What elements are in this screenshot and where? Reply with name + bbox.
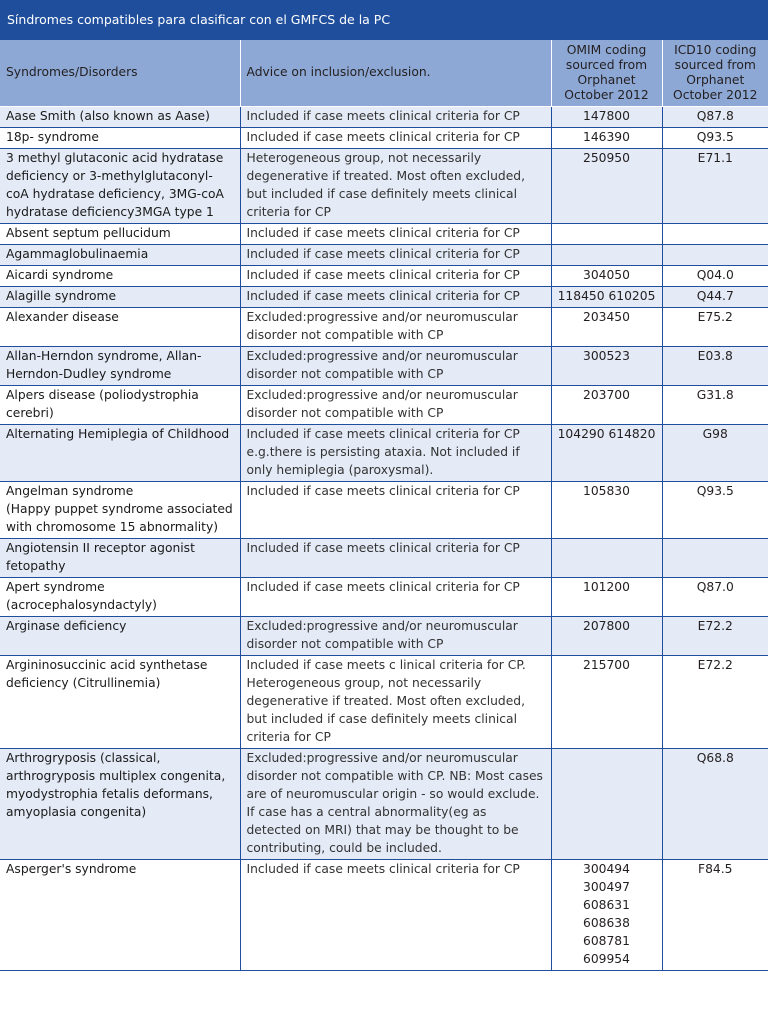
cell-advice: Excluded:progressive and/or neuromuscular disorder not compatible with CP. NB: Most cases are of neuromuscular origin - so would exclude. If case has a central abnormality(eg as detected on MRI) that may be thought to be contributing, could be included. bbox=[240, 748, 551, 859]
cell-omim bbox=[551, 748, 662, 859]
table-row bbox=[0, 127, 768, 148]
table-row bbox=[0, 307, 768, 346]
cell-icd10: F84.5 bbox=[662, 859, 768, 970]
header-omim: OMIM coding sourced from Orphanet October 2012 bbox=[551, 40, 662, 106]
cell-syndrome: Arginase deficiency bbox=[0, 616, 240, 655]
cell-advice: Included if case meets clinical criteria for CP bbox=[240, 223, 551, 244]
cell-syndrome: Apert syndrome (acrocephalosyndactyly) bbox=[0, 577, 240, 616]
table-row bbox=[0, 481, 768, 538]
cell-omim: 118450 610205 bbox=[551, 286, 662, 307]
cell-omim: 147800 bbox=[551, 106, 662, 127]
table-row bbox=[0, 655, 768, 748]
cell-syndrome: Allan-Herndon syndrome, Allan-Herndon-Dudley syndrome bbox=[0, 346, 240, 385]
cell-icd10: Q87.0 bbox=[662, 577, 768, 616]
cell-advice: Heterogeneous group, not necessarily degenerative if treated. Most often excluded, but included if case definitely meets clinical criteria for CP bbox=[240, 148, 551, 223]
cell-advice: Included if case meets clinical criteria for CP bbox=[240, 859, 551, 970]
cell-advice: Included if case meets clinical criteria for CP bbox=[240, 244, 551, 265]
cell-icd10 bbox=[662, 223, 768, 244]
cell-advice: Included if case meets clinical criteria for CP e.g.there is persisting ataxia. Not included if only hemiplegia (paroxysmal). bbox=[240, 424, 551, 481]
cell-syndrome: Aase Smith (also known as Aase) bbox=[0, 106, 240, 127]
cell-icd10: Q93.5 bbox=[662, 127, 768, 148]
cell-omim: 203700 bbox=[551, 385, 662, 424]
cell-omim: 203450 bbox=[551, 307, 662, 346]
cell-omim: 215700 bbox=[551, 655, 662, 748]
cell-omim bbox=[551, 538, 662, 577]
cell-advice: Excluded:progressive and/or neuromuscular disorder not compatible with CP bbox=[240, 346, 551, 385]
cell-advice: Included if case meets clinical criteria for CP bbox=[240, 481, 551, 538]
cell-syndrome: Arthrogryposis (classical, arthrogryposis multiplex congenita, myodystrophia fetalis deformans, amyoplasia congenita) bbox=[0, 748, 240, 859]
table-row bbox=[0, 286, 768, 307]
table-row bbox=[0, 577, 768, 616]
syndromes-table bbox=[0, 40, 768, 971]
cell-icd10: E72.2 bbox=[662, 616, 768, 655]
table-row bbox=[0, 748, 768, 859]
table-row bbox=[0, 385, 768, 424]
cell-icd10 bbox=[662, 244, 768, 265]
cell-advice: Included if case meets clinical criteria for CP bbox=[240, 106, 551, 127]
cell-icd10: E72.2 bbox=[662, 655, 768, 748]
cell-syndrome: Argininosuccinic acid synthetase deficiency (Citrullinemia) bbox=[0, 655, 240, 748]
table-row bbox=[0, 265, 768, 286]
cell-omim: 304050 bbox=[551, 265, 662, 286]
cell-syndrome: Alpers disease (poliodystrophia cerebri) bbox=[0, 385, 240, 424]
table-title: Síndromes compatibles para clasificar con el GMFCS de la PC bbox=[0, 0, 768, 40]
cell-advice: Excluded:progressive and/or neuromuscular disorder not compatible with CP bbox=[240, 616, 551, 655]
cell-syndrome: Alexander disease bbox=[0, 307, 240, 346]
cell-icd10: E75.2 bbox=[662, 307, 768, 346]
cell-advice: Included if case meets clinical criteria for CP bbox=[240, 286, 551, 307]
cell-syndrome: Aicardi syndrome bbox=[0, 265, 240, 286]
cell-icd10: Q68.8 bbox=[662, 748, 768, 859]
cell-omim: 105830 bbox=[551, 481, 662, 538]
cell-omim: 101200 bbox=[551, 577, 662, 616]
cell-icd10: Q04.0 bbox=[662, 265, 768, 286]
table-body bbox=[0, 106, 768, 970]
cell-advice: Included if case meets clinical criteria for CP bbox=[240, 127, 551, 148]
cell-advice: Excluded:progressive and/or neuromuscular disorder not compatible with CP bbox=[240, 385, 551, 424]
cell-syndrome: Asperger's syndrome bbox=[0, 859, 240, 970]
cell-advice: Included if case meets clinical criteria for CP bbox=[240, 265, 551, 286]
cell-syndrome: Angiotensin II receptor agonist fetopathy bbox=[0, 538, 240, 577]
cell-omim: 250950 bbox=[551, 148, 662, 223]
header-syndrome: Syndromes/Disorders bbox=[0, 40, 240, 106]
cell-syndrome: Angelman syndrome (Happy puppet syndrome associated with chromosome 15 abnormality) bbox=[0, 481, 240, 538]
cell-icd10: Q44.7 bbox=[662, 286, 768, 307]
cell-syndrome: Alagille syndrome bbox=[0, 286, 240, 307]
cell-icd10 bbox=[662, 538, 768, 577]
cell-advice: Included if case meets clinical criteria for CP bbox=[240, 538, 551, 577]
cell-icd10: E03.8 bbox=[662, 346, 768, 385]
table-row bbox=[0, 106, 768, 127]
cell-omim: 207800 bbox=[551, 616, 662, 655]
table-row bbox=[0, 616, 768, 655]
header-icd10: ICD10 coding sourced from Orphanet October 2012 bbox=[662, 40, 768, 106]
table-row bbox=[0, 859, 768, 970]
cell-icd10: G98 bbox=[662, 424, 768, 481]
cell-omim: 104290 614820 bbox=[551, 424, 662, 481]
header-advice: Advice on inclusion/exclusion. bbox=[240, 40, 551, 106]
cell-omim: 300523 bbox=[551, 346, 662, 385]
cell-advice: Included if case meets c linical criteria for CP. Heterogeneous group, not necessarily degenerative if treated. Most often excluded, but included if case definitely meets clinical criteria for CP bbox=[240, 655, 551, 748]
cell-icd10: E71.1 bbox=[662, 148, 768, 223]
cell-icd10: G31.8 bbox=[662, 385, 768, 424]
table-row bbox=[0, 424, 768, 481]
cell-omim bbox=[551, 244, 662, 265]
header-row bbox=[0, 40, 768, 106]
cell-icd10: Q93.5 bbox=[662, 481, 768, 538]
table-row bbox=[0, 346, 768, 385]
cell-omim bbox=[551, 223, 662, 244]
cell-syndrome: 18p- syndrome bbox=[0, 127, 240, 148]
cell-syndrome: Agammaglobulinaemia bbox=[0, 244, 240, 265]
table-row bbox=[0, 148, 768, 223]
table-row bbox=[0, 223, 768, 244]
cell-icd10: Q87.8 bbox=[662, 106, 768, 127]
cell-syndrome: Absent septum pellucidum bbox=[0, 223, 240, 244]
cell-syndrome: 3 methyl glutaconic acid hydratase deficiency or 3-methylglutaconyl-coA hydratase deficiency, 3MG-coA hydratase deficiency3MGA type 1 bbox=[0, 148, 240, 223]
cell-advice: Included if case meets clinical criteria for CP bbox=[240, 577, 551, 616]
table-header bbox=[0, 40, 768, 106]
cell-syndrome: Alternating Hemiplegia of Childhood bbox=[0, 424, 240, 481]
cell-advice: Excluded:progressive and/or neuromuscular disorder not compatible with CP bbox=[240, 307, 551, 346]
cell-omim: 300494 300497 608631 608638 608781 609954 bbox=[551, 859, 662, 970]
cell-omim: 146390 bbox=[551, 127, 662, 148]
table-row bbox=[0, 538, 768, 577]
table-row bbox=[0, 244, 768, 265]
